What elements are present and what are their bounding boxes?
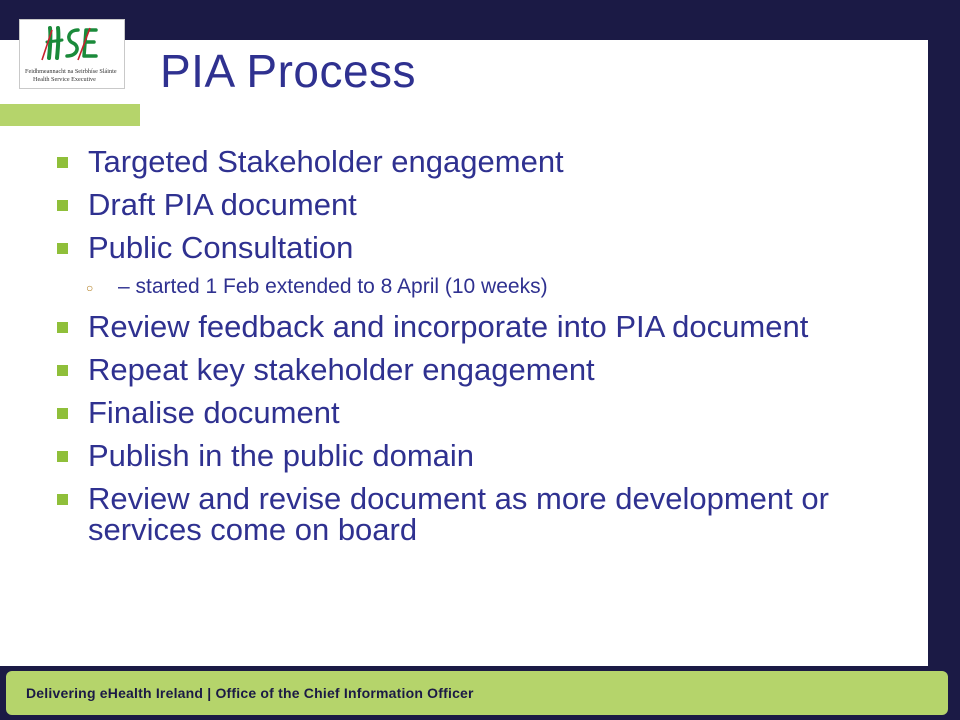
bullet-text: Finalise document	[88, 395, 340, 430]
square-bullet-icon	[57, 322, 68, 333]
hse-logo-mark	[20, 20, 124, 88]
bullet-list-area	[56, 140, 916, 545]
square-bullet-icon	[57, 365, 68, 376]
bullet-item	[56, 354, 916, 385]
bullet-item	[56, 189, 916, 220]
bullet-item	[56, 440, 916, 471]
bullet-text: Public Consultation	[88, 230, 354, 265]
square-bullet-icon	[57, 451, 68, 462]
logo-line2: Health Service Executive	[33, 76, 96, 83]
bullet-text: Targeted Stakeholder engagement	[88, 144, 564, 179]
square-bullet-icon	[57, 157, 68, 168]
bullet-text: Review feedback and incorporate into PIA document	[88, 309, 809, 344]
square-bullet-icon	[57, 243, 68, 254]
bullet-text: Publish in the public domain	[88, 438, 475, 473]
sub-bullet-item	[56, 275, 916, 299]
square-bullet-icon	[57, 408, 68, 419]
footer-bar	[6, 671, 948, 715]
logo-line1: Feidhmeannacht na Seirbhíse Sláinte	[25, 68, 117, 75]
accent-bar	[0, 104, 140, 126]
slide-title: PIA Process	[160, 45, 417, 97]
bullet-item	[56, 397, 916, 428]
bullet-item	[56, 311, 916, 342]
bullet-item	[56, 146, 916, 177]
bullet-text: Review and revise document as more development or services come on board	[88, 481, 829, 547]
hse-logo	[19, 19, 125, 89]
bullet-text: Draft PIA document	[88, 187, 357, 222]
bullet-list	[56, 146, 916, 545]
sub-bullet-text: – started 1 Feb extended to 8 April (10 weeks)	[118, 275, 548, 298]
bullet-item	[56, 232, 916, 263]
bullet-text: Repeat key stakeholder engagement	[88, 352, 595, 387]
bullet-item	[56, 483, 916, 545]
sub-bullet-icon: ○	[86, 281, 94, 295]
square-bullet-icon	[57, 494, 68, 505]
footer-text: Delivering eHealth Ireland | Office of the Chief Information Officer	[26, 685, 474, 701]
square-bullet-icon	[57, 200, 68, 211]
